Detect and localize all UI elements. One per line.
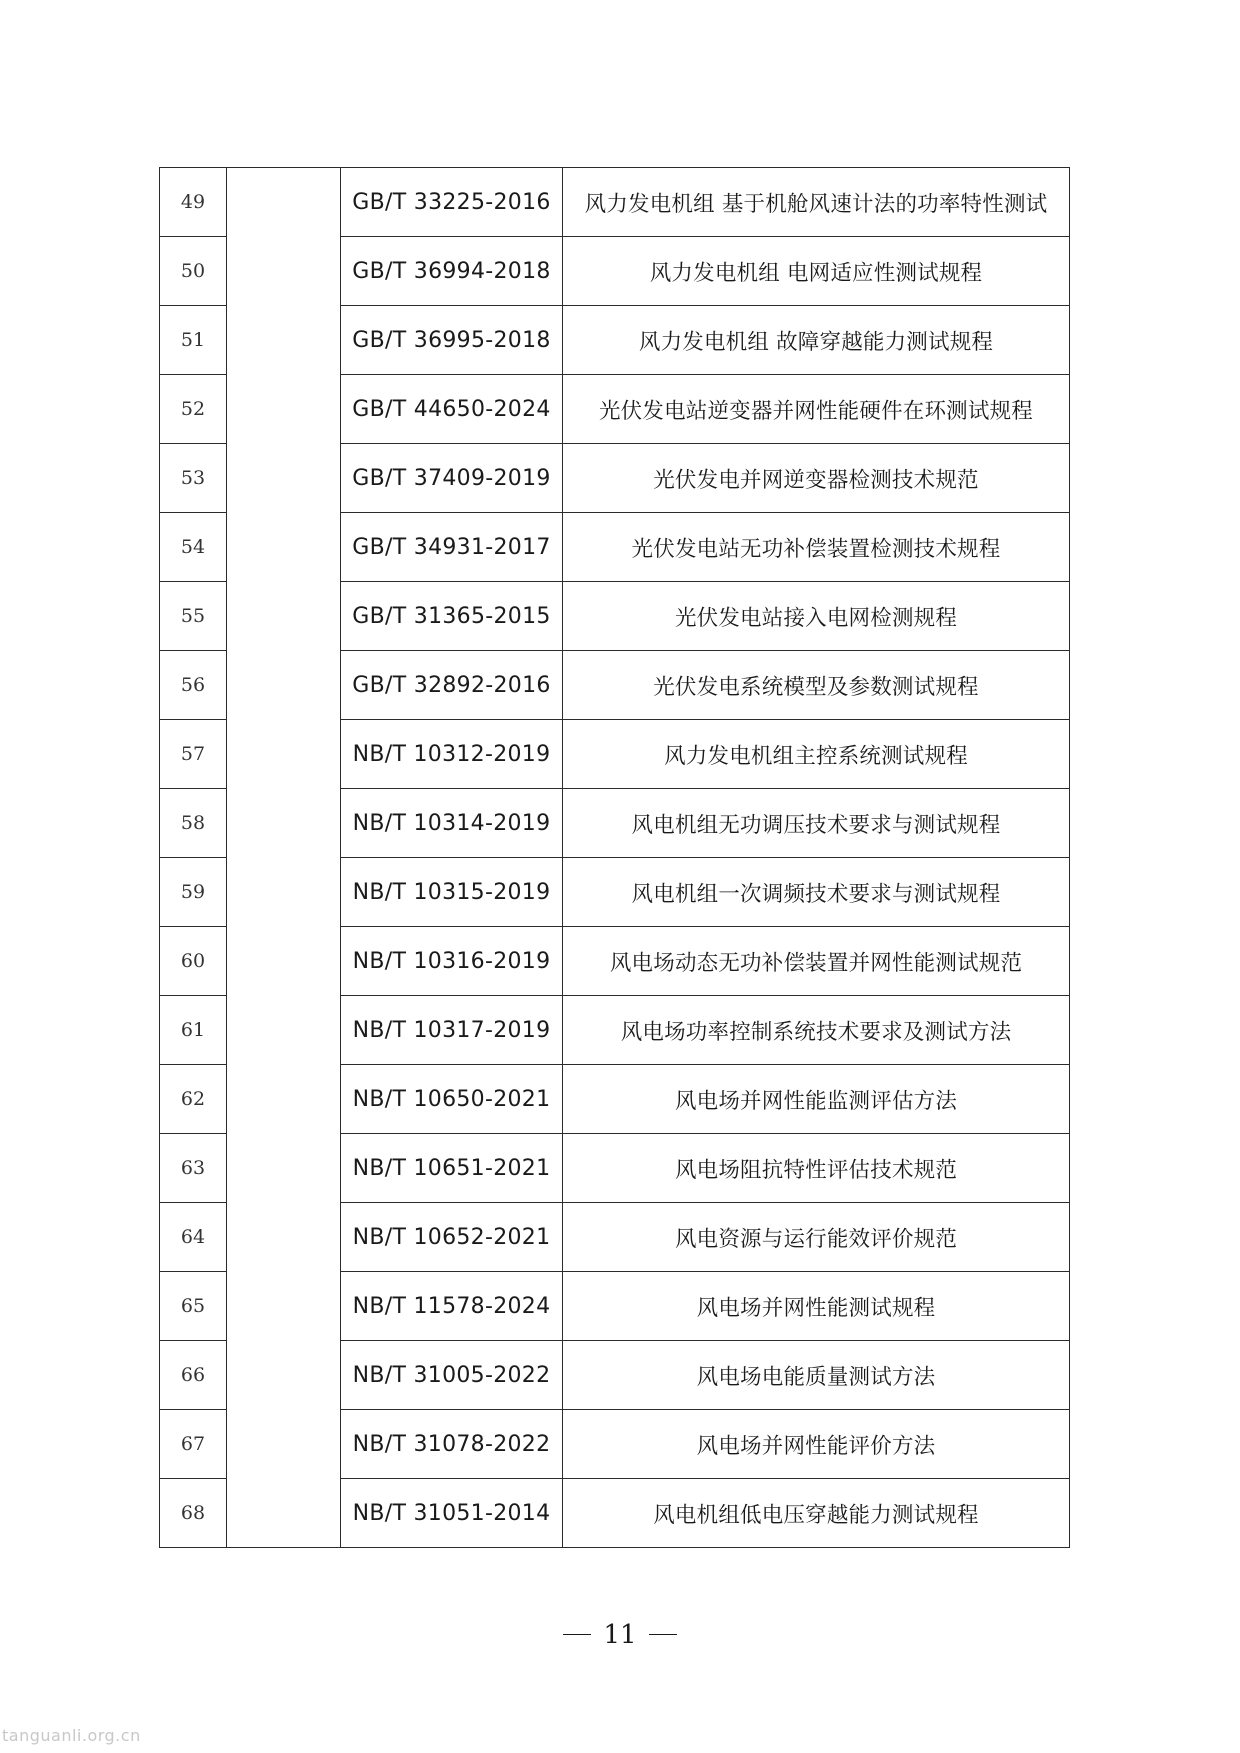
standard-name: 风电机组一次调频技术要求与测试规程 [563,858,1070,927]
standard-code: NB/T 10651-2021 [341,1134,563,1203]
standard-code: GB/T 34931-2017 [341,513,563,582]
standard-name: 风电场动态无功补偿装置并网性能测试规范 [563,927,1070,996]
standard-name: 光伏发电并网逆变器检测技术规范 [563,444,1070,513]
row-number: 55 [160,582,227,651]
standard-code: GB/T 44650-2024 [341,375,563,444]
standard-name: 风电场并网性能测试规程 [563,1272,1070,1341]
standard-code: GB/T 33225-2016 [341,168,563,237]
standard-code: NB/T 10314-2019 [341,789,563,858]
page-footer [0,1620,1240,1650]
standard-code: NB/T 10317-2019 [341,996,563,1065]
row-number: 58 [160,789,227,858]
standard-code: GB/T 31365-2015 [341,582,563,651]
row-number: 56 [160,651,227,720]
standard-code: NB/T 10650-2021 [341,1065,563,1134]
row-number: 67 [160,1410,227,1479]
standard-code: GB/T 37409-2019 [341,444,563,513]
standard-code: NB/T 10312-2019 [341,720,563,789]
standard-code: NB/T 31078-2022 [341,1410,563,1479]
row-number: 49 [160,168,227,237]
standard-code: GB/T 32892-2016 [341,651,563,720]
standard-code: NB/T 31051-2014 [341,1479,563,1548]
table-row [160,168,1070,237]
standard-name: 风电场电能质量测试方法 [563,1341,1070,1410]
row-number: 50 [160,237,227,306]
standard-name: 光伏发电站接入电网检测规程 [563,582,1070,651]
standard-name: 风力发电机组 故障穿越能力测试规程 [563,306,1070,375]
category-cell-merged [227,168,341,1548]
standard-code: NB/T 10316-2019 [341,927,563,996]
row-number: 63 [160,1134,227,1203]
row-number: 61 [160,996,227,1065]
standard-code: GB/T 36995-2018 [341,306,563,375]
standard-name: 风电场并网性能评价方法 [563,1410,1070,1479]
row-number: 66 [160,1341,227,1410]
standard-name: 风电场功率控制系统技术要求及测试方法 [563,996,1070,1065]
standard-name: 风电资源与运行能效评价规范 [563,1203,1070,1272]
standard-name: 光伏发电站无功补偿装置检测技术规程 [563,513,1070,582]
standards-table [159,167,1070,1548]
row-number: 62 [160,1065,227,1134]
standard-name: 风力发电机组 电网适应性测试规程 [563,237,1070,306]
footer-dash-right [649,1634,677,1635]
standard-code: NB/T 31005-2022 [341,1341,563,1410]
row-number: 65 [160,1272,227,1341]
page-number: 11 [603,1620,637,1650]
row-number: 59 [160,858,227,927]
row-number: 64 [160,1203,227,1272]
standard-name: 风电场阻抗特性评估技术规范 [563,1134,1070,1203]
row-number: 57 [160,720,227,789]
standard-code: NB/T 11578-2024 [341,1272,563,1341]
standards-table-body [160,168,1070,1548]
standard-name: 风电机组无功调压技术要求与测试规程 [563,789,1070,858]
row-number: 52 [160,375,227,444]
standard-code: NB/T 10652-2021 [341,1203,563,1272]
row-number: 53 [160,444,227,513]
standard-name: 风力发电机组 基于机舱风速计法的功率特性测试 [563,168,1070,237]
standard-name: 风力发电机组主控系统测试规程 [563,720,1070,789]
standard-name: 光伏发电站逆变器并网性能硬件在环测试规程 [563,375,1070,444]
row-number: 68 [160,1479,227,1548]
standard-name: 风电场并网性能监测评估方法 [563,1065,1070,1134]
standard-name: 风电机组低电压穿越能力测试规程 [563,1479,1070,1548]
standard-code: GB/T 36994-2018 [341,237,563,306]
standard-code: NB/T 10315-2019 [341,858,563,927]
standard-name: 光伏发电系统模型及参数测试规程 [563,651,1070,720]
row-number: 51 [160,306,227,375]
row-number: 60 [160,927,227,996]
watermark-text: tanguanli.org.cn [2,1726,141,1745]
footer-dash-left [563,1634,591,1635]
row-number: 54 [160,513,227,582]
